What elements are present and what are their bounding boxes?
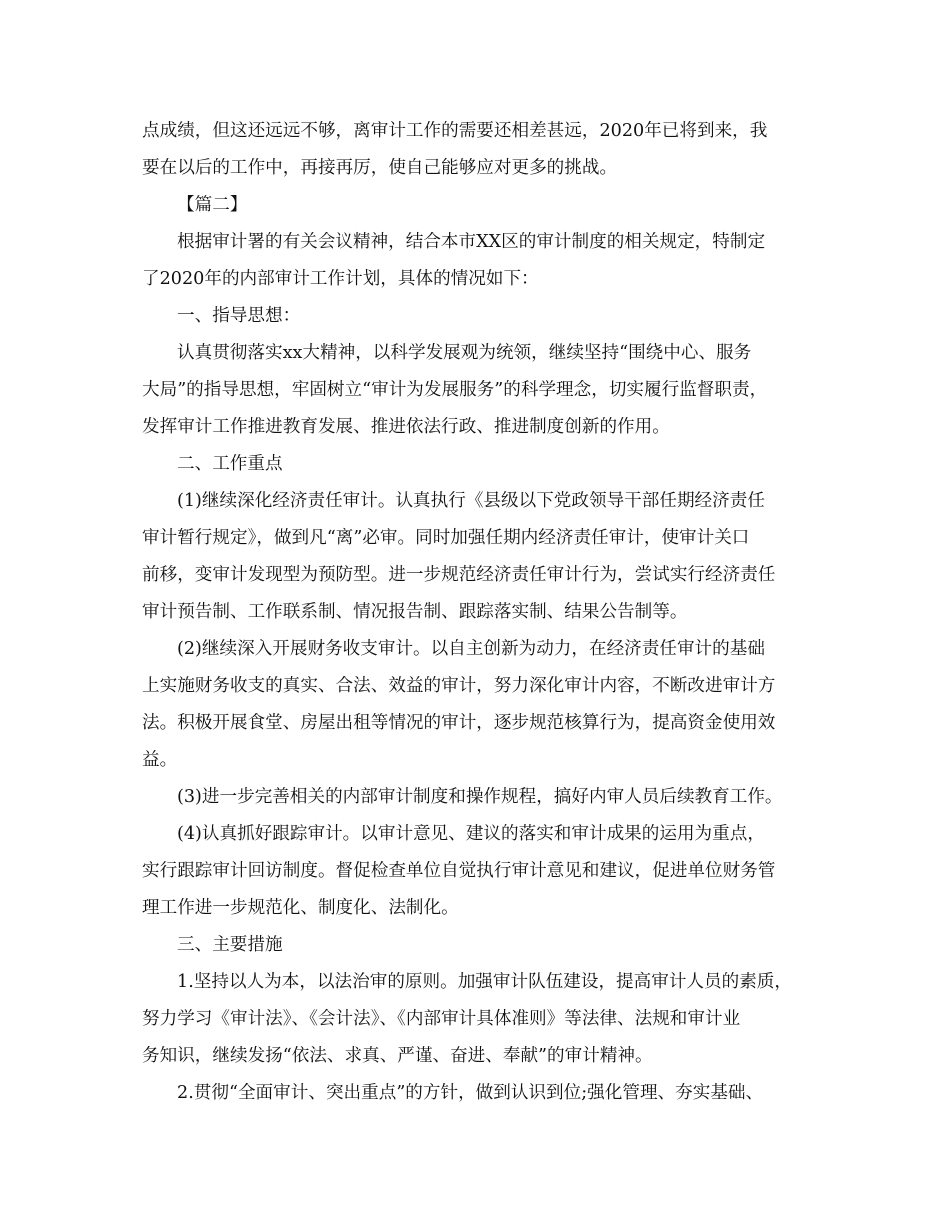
text-line: 2.贯彻“全面审计、突出重点”的方针，做到认识到位;强化管理、夯实基础、 [177, 1083, 764, 1103]
text-line: 审计暂行规定》，做到凡“离”必审。同时加强任期内经济责任审计，使审计关口 [142, 528, 750, 548]
text-line: 审计预告制、工作联系制、情况报告制、跟踪落实制、结果公告制等。 [142, 602, 688, 622]
text-line: 根据审计署的有关会议精神，结合本市XX区的审计制度的相关规定，特制定 [177, 232, 766, 252]
text-line: 点成绩，但这还远远不够，离审计工作的需要还相差甚远，2020年已将到来，我 [142, 121, 768, 141]
text-line: 法。积极开展食堂、房屋出租等情况的审计，逐步规范核算行为，提高资金使用效 [142, 713, 776, 733]
text-line: 要在以后的工作中，再接再厉，使自己能够应对更多的挑战。 [142, 158, 618, 178]
text-line: 大局”的指导思想，牢固树立“审计为发展服务”的科学理念，切实履行监督职责， [142, 380, 768, 400]
text-line: (3)进一步完善相关的内部审计制度和操作规程，搞好内审人员后续教育工作。 [177, 787, 783, 807]
text-line: 发挥审计工作推进教育发展、推进依法行政、推进制度创新的作用。 [142, 417, 670, 437]
text-line: 了2020年的内部审计工作计划，具体的情况如下： [142, 269, 539, 289]
text-line: (4)认真抓好跟踪审计。以审计意见、建议的落实和审计成果的运用为重点， [177, 824, 765, 844]
text-line: 上实施财务收支的真实、合法、效益的审计，努力深化审计内容，不断改进审计方 [142, 676, 776, 696]
subheading: 一、指导思想： [177, 306, 301, 326]
subheading: 三、主要措施 [177, 935, 283, 955]
subheading: 二、工作重点 [177, 454, 283, 474]
text-line: 前移，变审计发现型为预防型。进一步规范经济责任审计行为，尝试实行经济责任 [142, 565, 776, 585]
text-line: (2)继续深入开展财务收支审计。以自主创新为动力，在经济责任审计的基础 [177, 639, 765, 659]
text-line: (1)继续深化经济责任审计。认真执行《县级以下党政领导干部任期经济责任 [177, 491, 765, 511]
text-line: 认真贯彻落实xx大精神，以科学发展观为统领，继续坚持“围绕中心、服务 [177, 343, 752, 363]
text-line: 实行跟踪审计回访制度。督促检查单位自觉执行审计意见和建议，促进单位财务管 [142, 861, 776, 881]
text-line: 务知识，继续发扬“依法、求真、严谨、奋进、奉献”的审计精神。 [142, 1046, 653, 1066]
text-line: 理工作进一步规范化、制度化、法制化。 [142, 898, 459, 918]
text-line: 益。 [142, 750, 178, 770]
section-heading: 【篇二】 [177, 195, 248, 215]
text-line: 努力学习《审计法》、《会计法》、《内部审计具体准则》等法律、法规和审计业 [142, 1009, 741, 1029]
text-line: 1.坚持以人为本，以法治审的原则。加强审计队伍建设，提高审计人员的素质， [177, 972, 792, 992]
